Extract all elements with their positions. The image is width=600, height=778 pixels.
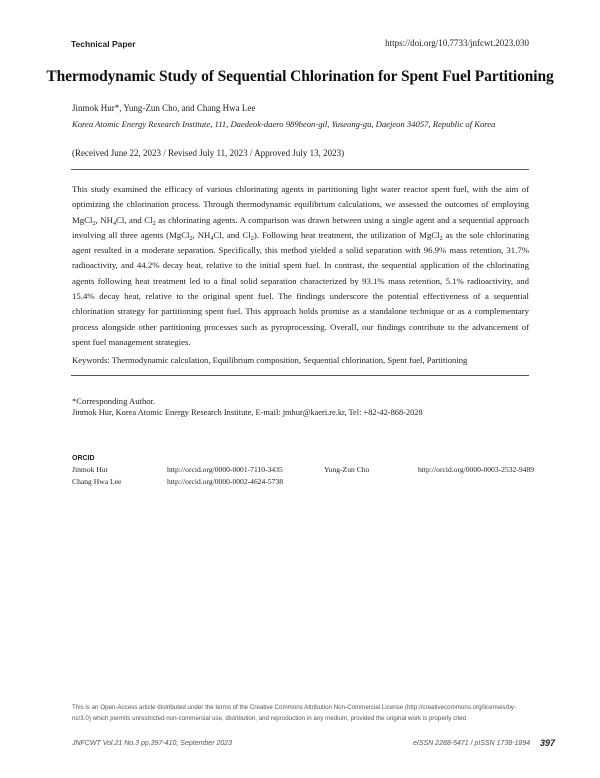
doi-link[interactable]: https://doi.org/10.7733/jnfcwt.2023.030 xyxy=(385,38,529,48)
corresponding-author-label: *Corresponding Author. xyxy=(72,396,156,406)
orcid-link[interactable]: http://orcid.org/0000-0003-2532-9489 xyxy=(418,465,535,474)
article-type-label: Technical Paper xyxy=(71,39,136,49)
orcid-link[interactable]: http://orcid.org/0000-0001-7110-3435 xyxy=(167,465,283,474)
keywords: Keywords: Thermodynamic calculation, Equilibrium composition, Sequential chlorination, Spent fuel, Partitioning xyxy=(72,355,468,365)
orcid-name: Chang Hwa Lee xyxy=(72,477,122,486)
page-number: 397 xyxy=(540,738,556,748)
orcid-name: Yung-Zun Cho xyxy=(324,465,370,474)
orcid-name: Jinmok Hur xyxy=(72,465,109,474)
abstract: This study examined the efficacy of various chlorinating agents in partitioning light water reactor spent fuel, with the aim of optimizing the chlorination process. Through thermodynamic equilibrium calculations, we assessed the outcomes of employing MgCl$_2$, $NH_4Cl$, and $Cl_2$ as chlorinating agents. A comparison was drawn between using a single agent and a sequential approach involving all three agents (MgCl$_2$, $NH_4Cl$, and $Cl_2$). Following heat treatment, the utilization of MgCl$_2$ as the sole chlorinating agent resulted in a moderate separation. Specifically, this method yielded a solid separation with 96.9% mass retention, 31.7% radioactivity, and 44.2% decay heat, relative to the initial spent fuel. In contrast, the sequential application of the chlorinating agents following heat treatment led to a final solid separation characterized by 93.1% mass retention, 5.1% radioactivity, and 15.4% decay heat, relative to the original spent fuel. The findings underscore the potential effectiveness of a sequential chlorination strategy for partitioning spent fuel. This approach holds promise as a standalone technique or as a complementary process alongside other partitioning processes such as pyroprocessing. Overall, our findings contribute to the advancement of spent fuel management strategies. xyxy=(72,184,530,347)
author-list: Jinmok Hur*, Yung-Zun Cho, and Chang Hwa Lee xyxy=(72,103,256,113)
affiliation: Korea Atomic Energy Research Institute, 111, Daedeok-daero 989beon-gil, Yuseong-gu, Daejeon 34057, Republic of Korea xyxy=(72,119,496,129)
submission-dates: (Received June 22, 2023 / Revised July 11, 2023 / Approved July 13, 2023) xyxy=(72,148,345,158)
journal-citation: JNFCWT Vol.21 No.3 pp.397-410, September 2023 xyxy=(72,740,233,747)
orcid-link[interactable]: http://orcid.org/0000-0002-4624-5738 xyxy=(167,477,284,486)
license-notice: This is an Open-Access article distributed under the terms of the Creative Commons Attribution Non-Commercial License (http://creativecommons.org/licenses/by-nc/3.0) which permits unrestricted non-commercial use, distribution, and reproduction in any medium, provided the original work is properly cited xyxy=(72,704,516,722)
top-divider xyxy=(71,169,529,170)
issn: eISSN 2288-5471 / pISSN 1738-1894 xyxy=(413,740,531,747)
paper-title: Thermodynamic Study of Sequential Chlorination for Spent Fuel Partitioning xyxy=(46,68,554,85)
orcid-heading: ORCID xyxy=(72,455,95,462)
corresponding-author-detail: Jinmok Hur, Korea Atomic Energy Research Institute, E-mail: jmhur@kaeri.re.kr, Tel: +82-42-868-2028 xyxy=(72,408,423,417)
abstract-text: This study examined the efficacy of various chlorinating agents in partitioning light water reactor spent fuel, with the aim of optimizing the chlorination process. Through thermodynamic equilibrium calculations, we assessed the outcomes of employing MgCl xyxy=(72,184,529,225)
bottom-divider xyxy=(71,375,529,376)
